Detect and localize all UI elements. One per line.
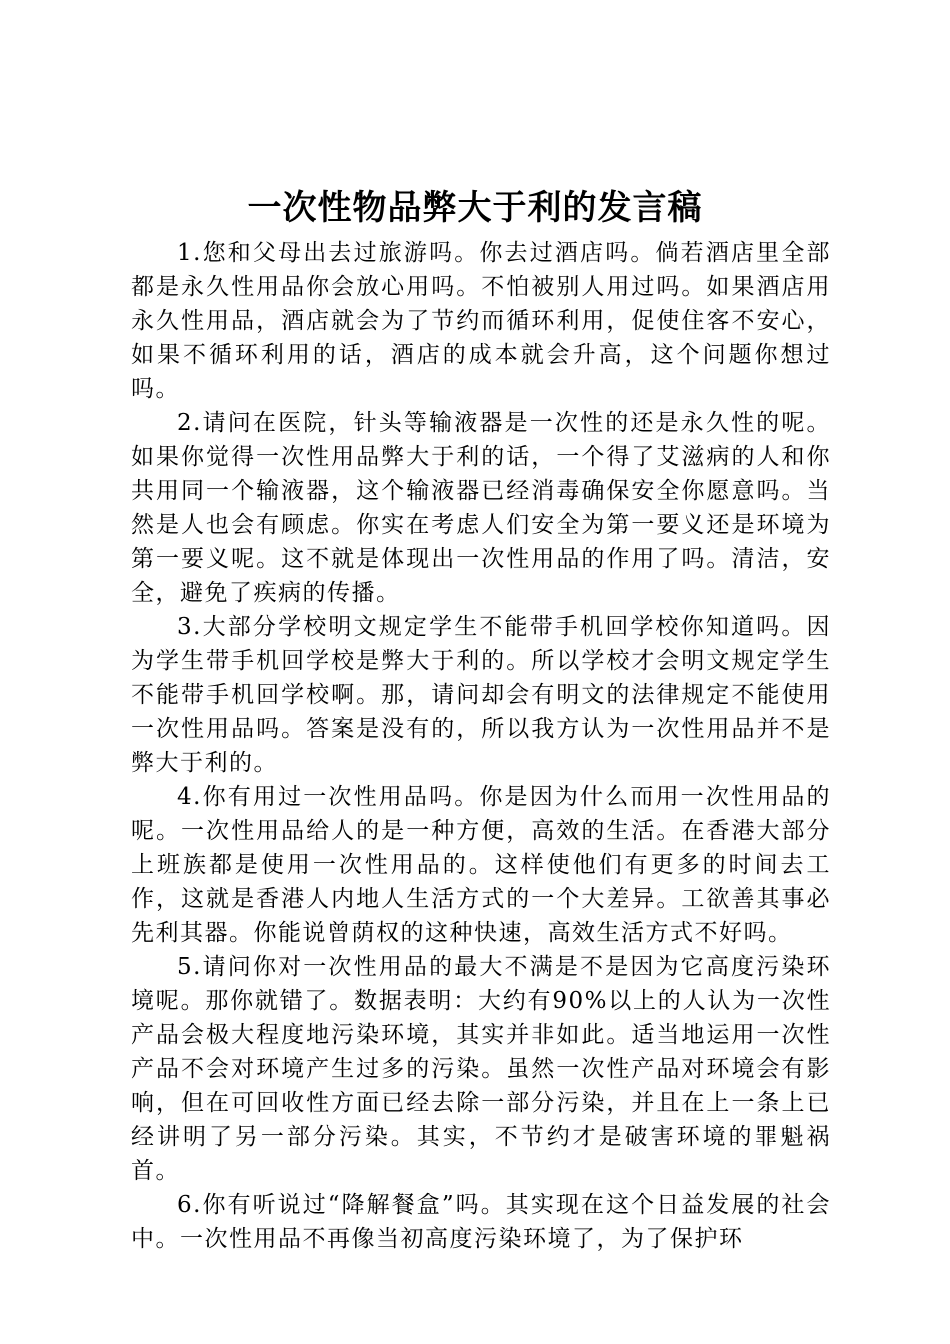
paragraph-6: 6.你有听说过“降解餐盒”吗。其实现在这个日益发展的社会中。一次性用品不再像当初高度污染环境了，为了保护环 <box>131 1192 831 1252</box>
paragraph-2: 2.请问在医院，针头等输液器是一次性的还是永久性的呢。如果你觉得一次性用品弊大于利的话，一个得了艾滋病的人和你共用同一个输液器，这个输液器已经消毒确保安全你愿意吗。当然是人也会有顾虑。你实在考虑人们安全为第一要义还是环境为第一要义呢。这不就是体现出一次性用品的作用了吗。清洁，安全，避免了疾病的传播。 <box>131 410 831 606</box>
document-title: 一次性物品弊大于利的发言稿 <box>247 188 703 228</box>
paragraph-5: 5.请问你对一次性用品的最大不满是不是因为它高度污染环境呢。那你就错了。数据表明：大约有90%以上的人认为一次性产品会极大程度地污染环境，其实并非如此。适当地运用一次性产品不会对环境产生过多的污染。虽然一次性产品对环境会有影响，但在可回收性方面已经去除一部分污染，并且在上一条上已经讲明了另一部分污染。其实，不节约才是破害环境的罪魁祸首。 <box>131 954 831 1184</box>
paragraph-1: 1.您和父母出去过旅游吗。你去过酒店吗。倘若酒店里全部都是永久性用品你会放心用吗。不怕被别人用过吗。如果酒店用永久性用品，酒店就会为了节约而循环利用，促使住客不安心，如果不循环利用的话，酒店的成本就会升高，这个问题你想过吗。 <box>131 240 831 402</box>
paragraph-3: 3.大部分学校明文规定学生不能带手机回学校你知道吗。因为学生带手机回学校是弊大于利的。所以学校才会明文规定学生不能带手机回学校啊。那，请问却会有明文的法律规定不能使用一次性用品吗。答案是没有的，所以我方认为一次性用品并不是弊大于利的。 <box>131 614 831 776</box>
document-body <box>131 236 831 1256</box>
paragraph-4: 4.你有用过一次性用品吗。你是因为什么而用一次性用品的呢。一次性用品给人的是一种方便，高效的生活。在香港大部分上班族都是使用一次性用品的。这样使他们有更多的时间去工作，这就是香港人内地人生活方式的一个大差异。工欲善其事必先利其器。你能说曾荫权的这种快速，高效生活方式不好吗。 <box>131 784 831 946</box>
